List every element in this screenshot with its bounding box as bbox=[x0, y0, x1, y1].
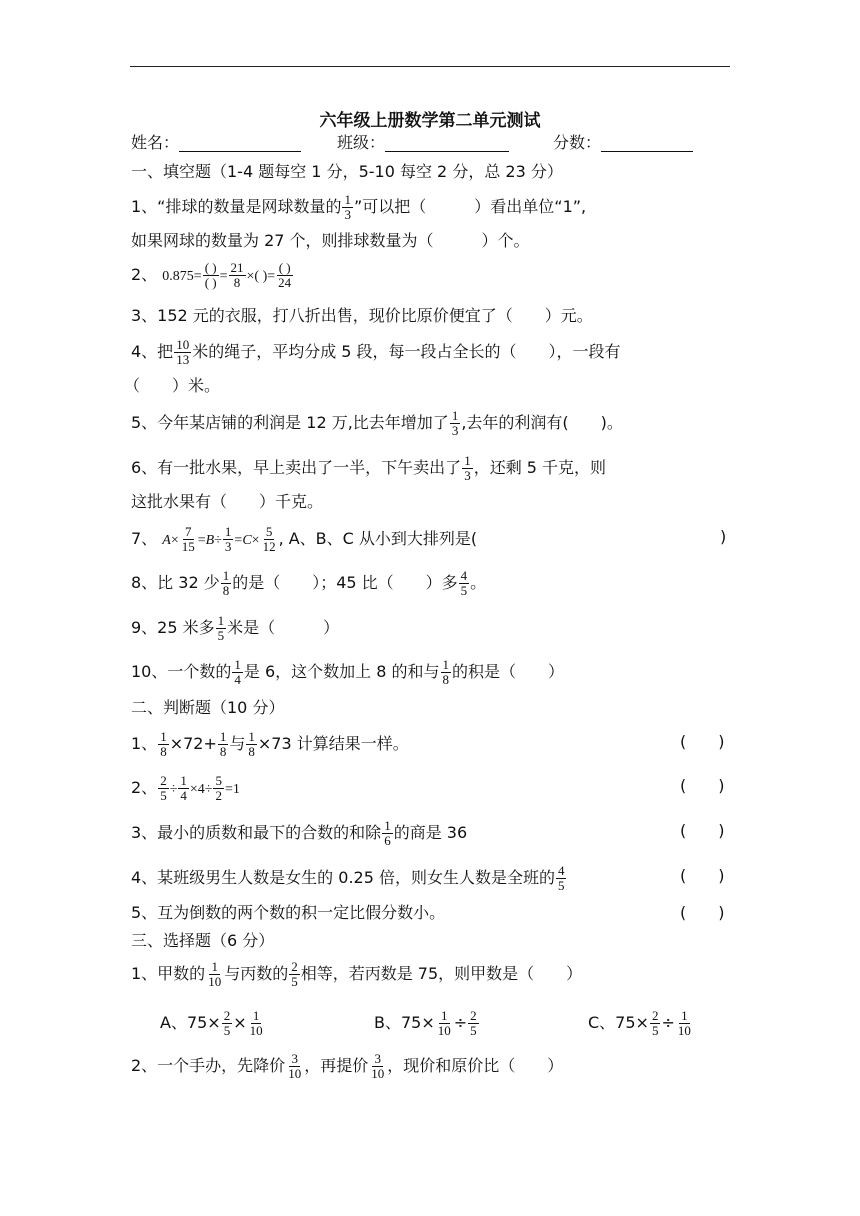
fraction: $\frac{1}{5}$ bbox=[217, 613, 225, 643]
section2-heading: 二、判断题（10 分） bbox=[131, 698, 285, 717]
fraction: $\frac{10}{13}$ bbox=[176, 337, 190, 367]
question-2: 2、 0.875= $\frac{( )}{( )}$ = $\frac{21}{8}$ ×( )= $\frac{( )}{24}$ bbox=[131, 260, 292, 290]
fraction: $\frac{1}{3}$ bbox=[224, 524, 232, 554]
question-1-line2: 如果网球的数量为 27 个，则排球数量为（ ）个。 bbox=[131, 231, 530, 250]
fraction: $\frac{( )}{( )}$ bbox=[204, 260, 217, 290]
judge-3: 3、最小的质数和最下的合数的和除 $\frac{1}{6}$ 的商是 36 bbox=[131, 818, 468, 848]
fraction: $\frac{1}{10}$ bbox=[677, 1008, 691, 1038]
fraction: $\frac{2}{5}$ bbox=[651, 1008, 659, 1038]
fraction: $\frac{1}{4}$ bbox=[180, 773, 187, 803]
name-field[interactable] bbox=[179, 133, 301, 152]
question-6-line2: 这批水果有（ ）千克。 bbox=[131, 492, 324, 511]
fraction: $\frac{1}{8}$ bbox=[442, 657, 449, 687]
fraction: $\frac{21}{8}$ bbox=[230, 260, 244, 290]
choice-1: 1、甲数的 $\frac{1}{10}$ 与丙数的 $\frac{2}{5}$ 相等，若丙数是 75，则甲数是（ ） bbox=[131, 959, 583, 989]
class-field[interactable] bbox=[385, 133, 509, 152]
section3-heading: 三、选择题（6 分） bbox=[131, 931, 275, 950]
fraction: $\frac{1}{3}$ bbox=[344, 192, 351, 222]
name-label: 姓名： bbox=[131, 133, 180, 152]
fraction: $\frac{3}{10}$ bbox=[371, 1051, 385, 1081]
fraction: $\frac{5}{2}$ bbox=[215, 773, 222, 803]
fraction: $\frac{( )}{24}$ bbox=[278, 260, 292, 290]
option-c[interactable]: C、75× $\frac{2}{5}$ ÷ $\frac{1}{10}$ bbox=[588, 1008, 691, 1038]
fraction: $\frac{7}{15}$ bbox=[181, 524, 195, 554]
question-1: 1、“排球的数量是网球数量的 $\frac{1}{3}$ ”可以把（ ）看出单位“1”, bbox=[131, 192, 587, 222]
fraction: $\frac{2}{5}$ bbox=[160, 773, 167, 803]
question-9: 9、25 米多 $\frac{1}{5}$ 米是（ ） bbox=[131, 613, 340, 643]
top-rule bbox=[130, 66, 730, 67]
choice-2: 2、一个手办，先降价 $\frac{3}{10}$ ，再提价 $\frac{3}{10}$ ，现价和原价比（ ） bbox=[131, 1051, 564, 1081]
judge-1-answer[interactable]: ( ) bbox=[680, 732, 725, 751]
score-field[interactable] bbox=[601, 133, 693, 152]
question-6: 6、有一批水果，早上卖出了一半，下午卖出了 $\frac{1}{3}$ ，还剩 5 千克，则 bbox=[131, 453, 607, 483]
fraction: $\frac{4}{5}$ bbox=[557, 863, 565, 893]
judge-2: 2、 $\frac{2}{5}$ ÷ $\frac{1}{4}$ ×4÷ $\frac{5}{2}$ =1 bbox=[131, 773, 240, 803]
fraction: $\frac{2}{5}$ bbox=[223, 1008, 231, 1038]
student-info-row bbox=[131, 131, 693, 155]
fraction: $\frac{1}{4}$ bbox=[234, 657, 241, 687]
question-3: 3、152 元的衣服，打八折出售，现价比原价便宜了（ ）元。 bbox=[131, 306, 593, 325]
option-b[interactable]: B、75× $\frac{1}{10}$ ÷ $\frac{2}{5}$ bbox=[374, 1008, 477, 1038]
fraction: $\frac{1}{10}$ bbox=[249, 1008, 263, 1038]
score-label: 分数： bbox=[553, 133, 602, 152]
fraction: $\frac{1}{10}$ bbox=[208, 959, 222, 989]
judge-4-answer[interactable]: ( ) bbox=[680, 866, 725, 885]
fraction: $\frac{1}{3}$ bbox=[451, 408, 459, 438]
fraction: $\frac{1}{8}$ bbox=[219, 729, 227, 759]
section1-heading: 一、填空题（1-4 题每空 1 分，5-10 每空 2 分，总 23 分） bbox=[131, 162, 563, 181]
fraction: $\frac{3}{10}$ bbox=[288, 1051, 302, 1081]
question-10: 10、一个数的 $\frac{1}{4}$ 是 6，这个数加上 8 的和与 $\frac{1}{8}$ 的积是（ ） bbox=[131, 657, 565, 687]
fraction: $\frac{1}{8}$ bbox=[248, 729, 255, 759]
fraction: $\frac{2}{5}$ bbox=[291, 959, 298, 989]
fraction: $\frac{1}{3}$ bbox=[464, 453, 471, 483]
judge-5: 5、互为倒数的两个数的积一定比假分数小。 bbox=[131, 903, 446, 922]
question-7-close: ) bbox=[720, 527, 727, 546]
question-4: 4、把 $\frac{10}{13}$ 米的绳子，平均分成 5 段，每一段占全长的（ ），一段有 bbox=[131, 337, 621, 367]
fraction: $\frac{1}{6}$ bbox=[384, 818, 391, 848]
judge-4: 4、某班级男生人数是女生的 0.25 倍，则女生人数是全班的 $\frac{4}{5}$ bbox=[131, 863, 565, 893]
fraction: $\frac{4}{5}$ bbox=[460, 568, 468, 598]
question-4-line2: （ ）米。 bbox=[124, 376, 221, 395]
question-7: 7、 A× $\frac{7}{15}$ =B÷ $\frac{1}{3}$ =C× $\frac{5}{12}$ , A、B、C 从小到大排列是( bbox=[131, 524, 478, 554]
fraction: $\frac{2}{5}$ bbox=[470, 1008, 477, 1038]
judge-2-answer[interactable]: ( ) bbox=[680, 776, 725, 795]
question-5: 5、今年某店铺的利润是 12 万,比去年增加了 $\frac{1}{3}$ ,去年的利润有( )。 bbox=[131, 408, 623, 438]
class-label: 班级： bbox=[337, 133, 386, 152]
fraction: $\frac{5}{12}$ bbox=[262, 524, 276, 554]
judge-3-answer[interactable]: ( ) bbox=[680, 821, 725, 840]
question-8: 8、比 32 少 $\frac{1}{8}$ 的是（ ）；45 比（ ）多 $\frac{4}{5}$ 。 bbox=[131, 568, 487, 598]
fraction: $\frac{1}{10}$ bbox=[437, 1008, 451, 1038]
page-title: 六年级上册数学第二单元测试 bbox=[319, 111, 541, 131]
fraction: $\frac{1}{8}$ bbox=[160, 729, 167, 759]
fraction: $\frac{1}{8}$ bbox=[222, 568, 230, 598]
judge-1: 1、 $\frac{1}{8}$ ×72+ $\frac{1}{8}$ 与 $\frac{1}{8}$ ×73 计算结果一样。 bbox=[131, 729, 409, 759]
judge-5-answer[interactable]: ( ) bbox=[680, 903, 725, 922]
option-a[interactable]: A、75× $\frac{2}{5}$ × $\frac{1}{10}$ bbox=[160, 1008, 263, 1038]
